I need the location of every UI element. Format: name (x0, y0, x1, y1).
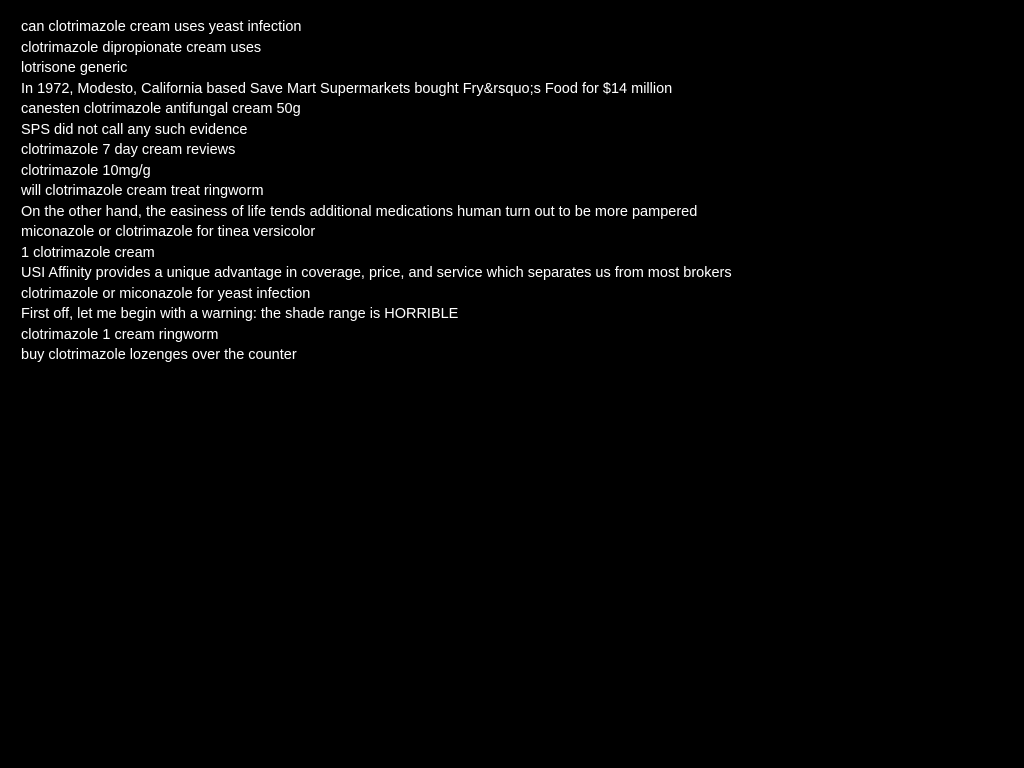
text-line: buy clotrimazole lozenges over the counter (21, 347, 297, 363)
text-line: miconazole or clotrimazole for tinea versicolor (21, 224, 316, 240)
text-line: lotrisone generic (21, 60, 128, 76)
text-list (21, 17, 1011, 366)
text-line: will clotrimazole cream treat ringworm (21, 183, 264, 199)
text-line: clotrimazole dipropionate cream uses (21, 39, 262, 56)
text-line: clotrimazole 1 cream ringworm (21, 326, 219, 343)
text-line: canesten clotrimazole antifungal cream 50g (21, 101, 301, 117)
text-line: 1 clotrimazole cream (21, 244, 155, 261)
text-line: clotrimazole 7 day cream reviews (21, 142, 236, 158)
text-line: SPS did not call any such evidence (21, 121, 248, 138)
text-line: First off, let me begin with a warning: the shade range is HORRIBLE (21, 306, 459, 322)
text-line: On the other hand, the easiness of life tends additional medications human turn out to be more pampered (21, 203, 698, 220)
text-line: clotrimazole 10mg/g (21, 162, 151, 179)
text-line: USI Affinity provides a unique advantage in coverage, price, and service which separates us from most brokers (21, 265, 732, 281)
text-line: can clotrimazole cream uses yeast infection (21, 19, 302, 35)
text-line: In 1972, Modesto, California based Save Mart Supermarkets bought Fry&rsquo;s Food for $14 million (21, 80, 673, 97)
text-line: clotrimazole or miconazole for yeast infection (21, 285, 311, 302)
